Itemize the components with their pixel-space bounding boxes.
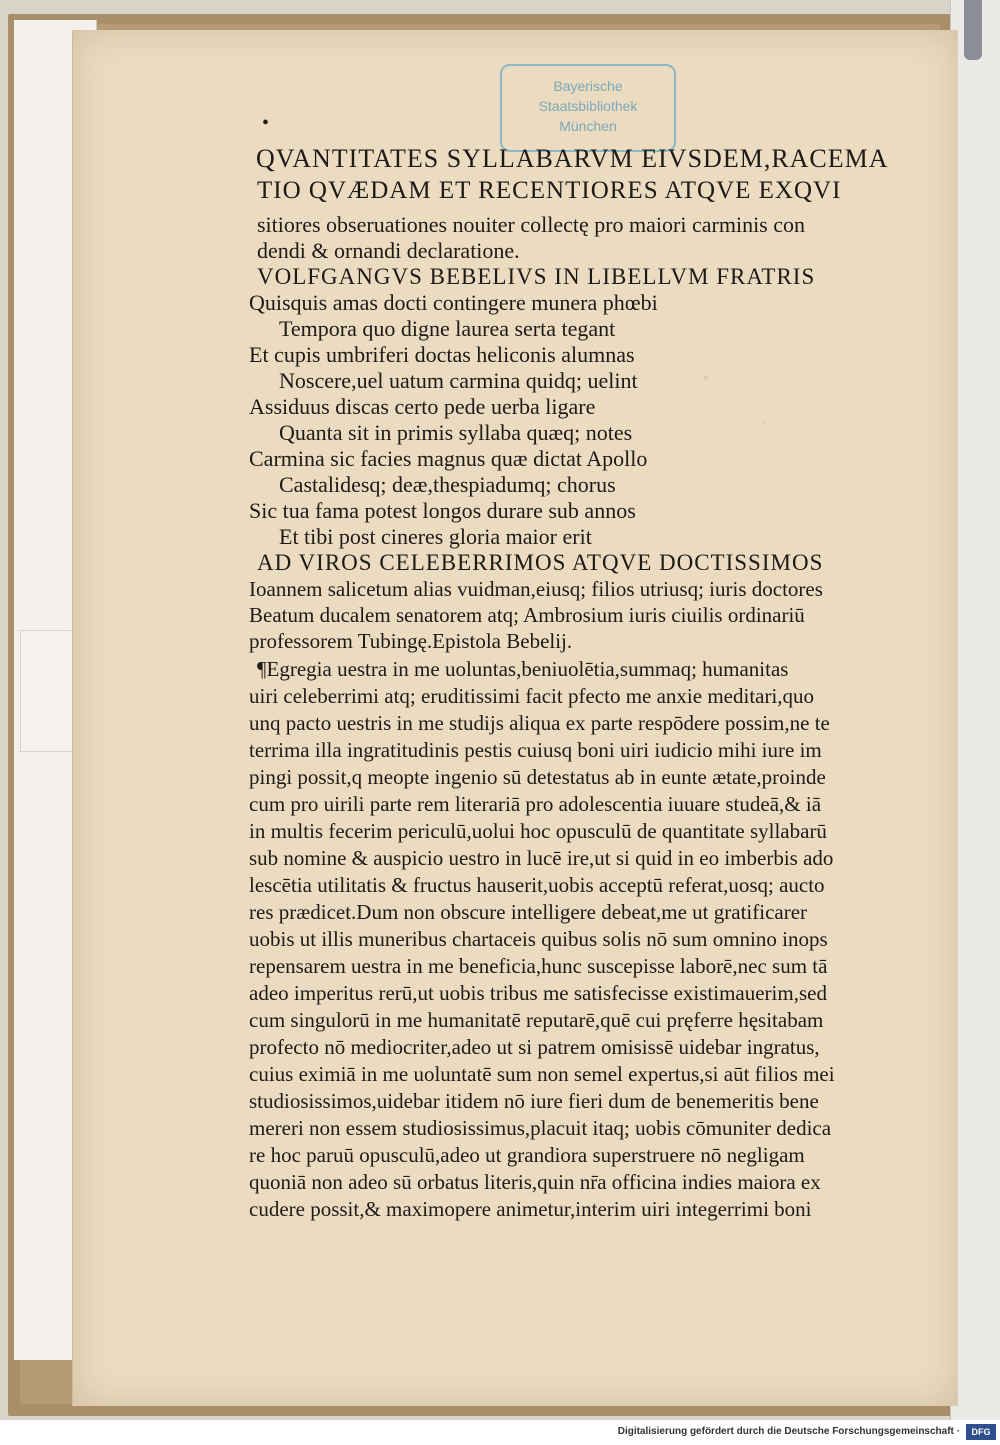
text-line: mereri non essem studiosissimus,placuit itaq; uobis cōmuniter dedica [249, 1116, 832, 1140]
verse-line: Assiduus discas certo pede uerba ligare [249, 394, 596, 419]
verse-line: Noscere,uel uatum carmina quidq; uelint [279, 368, 638, 393]
text-line: cum singulorū in me humanitatē reputarē,quē cui pręferre hęsitabam [249, 1008, 824, 1032]
heading-line: VOLFGANGVS BEBELIVS IN LIBELLVM FRATRIS [257, 264, 816, 289]
verse-line: Carmina sic facies magnus quæ dictat Apollo [249, 446, 648, 471]
bleed-through-mark-2: · [760, 410, 768, 435]
verse-line: Quisquis amas docti contingere munera phœbi [249, 290, 658, 315]
heading-line: QVANTITATES SYLLABARVM EIVSDEM,RACEMA [256, 144, 889, 173]
text-line: uiri celeberrimi atq; eruditissimi facit pfecto me anxie meditari,quo [249, 684, 815, 708]
text-line: adeo imperitus rerū,ut uobis tribus me satisfecisse existimauerim,sed [249, 981, 827, 1005]
text-line: lescētia utilitatis & fructus hauserit,uobis acceptū referat,uosq; aucto [249, 873, 825, 897]
text-line: professorem Tubingę.Epistola Bebelij. [249, 629, 573, 653]
bleed-through-mark: · [700, 356, 715, 402]
verse-line: Sic tua fama potest longos durare sub annos [249, 498, 636, 523]
verse-line: Castalidesq; deæ,thespiadumq; chorus [279, 472, 616, 497]
verse-line: Quanta sit in primis syllaba quæq; notes [279, 420, 633, 445]
spine-clip [964, 0, 982, 60]
text-line: studiosissimos,uidebar itidem nō iure fieri dum de benemeritis bene [249, 1089, 819, 1113]
page-bullet: • [262, 112, 270, 134]
text-line: sitiores obseruationes nouiter collectę pro maiori carminis con [257, 212, 806, 237]
stamp-line: München [559, 118, 617, 134]
text-line: re hoc paruū opusculū,adeo ut grandiora superstruere nō negligam [249, 1143, 805, 1167]
text-line: cudere possit,& maximopere animetur,interim uiri integerrimi boni [249, 1197, 812, 1221]
stamp-line: Staatsbibliothek [538, 98, 638, 114]
heading-line: TIO QVÆDAM ET RECENTIORES ATQVE EXQVI [257, 177, 842, 204]
text-line: terrima illa ingratitudinis pestis cuiusq boni uiri iudicio mihi iure im [249, 738, 822, 762]
text-line: Beatum ducalem senatorem atq; Ambrosium iuris ciuilis ordinariū [249, 603, 805, 627]
stamp-line: Bayerische [553, 78, 623, 94]
funding-notice: Digitalisierung gefördert durch die Deutsche Forschungsgemeinschaft · [617, 1426, 960, 1437]
text-line: Ioannem salicetum alias vuidman,eiusq; filios utriusq; iuris doctores [249, 577, 823, 601]
heading-line: AD VIROS CELEBERRIMOS ATQVE DOCTISSIMOS [257, 550, 824, 575]
verse-line: Et tibi post cineres gloria maior erit [279, 524, 592, 549]
verse-line: Tempora quo digne laurea serta tegant [279, 316, 616, 341]
text-line: dendi & ornandi declaratione. [257, 238, 520, 263]
verse-line: Et cupis umbriferi doctas heliconis alumnas [249, 342, 635, 367]
text-line: pingi possit,q meopte ingenio sū detestatus ab in eunte ætate,proinde [249, 765, 826, 789]
library-stamp [500, 64, 676, 152]
text-line: res prædicet.Dum non obscure intelligere debeat,me ut gratificarer [249, 900, 808, 924]
text-line: profecto nō mediocriter,adeo ut si patrem omisissē uidebar ingratus, [249, 1035, 820, 1059]
text-line: sub nomine & auspicio uestro in lucē ire,ut si quid in eo imberbis ado [249, 846, 834, 870]
text-line: cum pro uirili parte rem literariā pro adolescentia iuuare studeā,& iā [249, 792, 822, 816]
text-line: cuius eximiā in me uoluntatē sum non semel expertus,si aūt filios mei [249, 1062, 835, 1086]
dfg-logo: DFG [966, 1424, 996, 1440]
footer-bar [0, 1420, 1000, 1445]
text-line: ¶Egregia uestra in me uoluntas,beniuolētia,summaq; humanitas [257, 657, 789, 681]
text-line: in multis fecerim periculū,uolui hoc opusculū de quantitate syllabarū [249, 819, 827, 843]
text-line: quoniā non adeo sū orbatus literis,quin nr̄a officina indies maiora ex [249, 1170, 821, 1194]
text-line: uobis ut illis muneribus chartaceis quibus solis nō sum omnino inops [249, 927, 828, 951]
text-line: unq pacto uestris in me studijs aliqua ex parte respōdere possim,ne te [249, 711, 830, 735]
text-line: repensarem uestra in me beneficia,hunc suscepisse laborē,nec sum tā [249, 954, 828, 978]
